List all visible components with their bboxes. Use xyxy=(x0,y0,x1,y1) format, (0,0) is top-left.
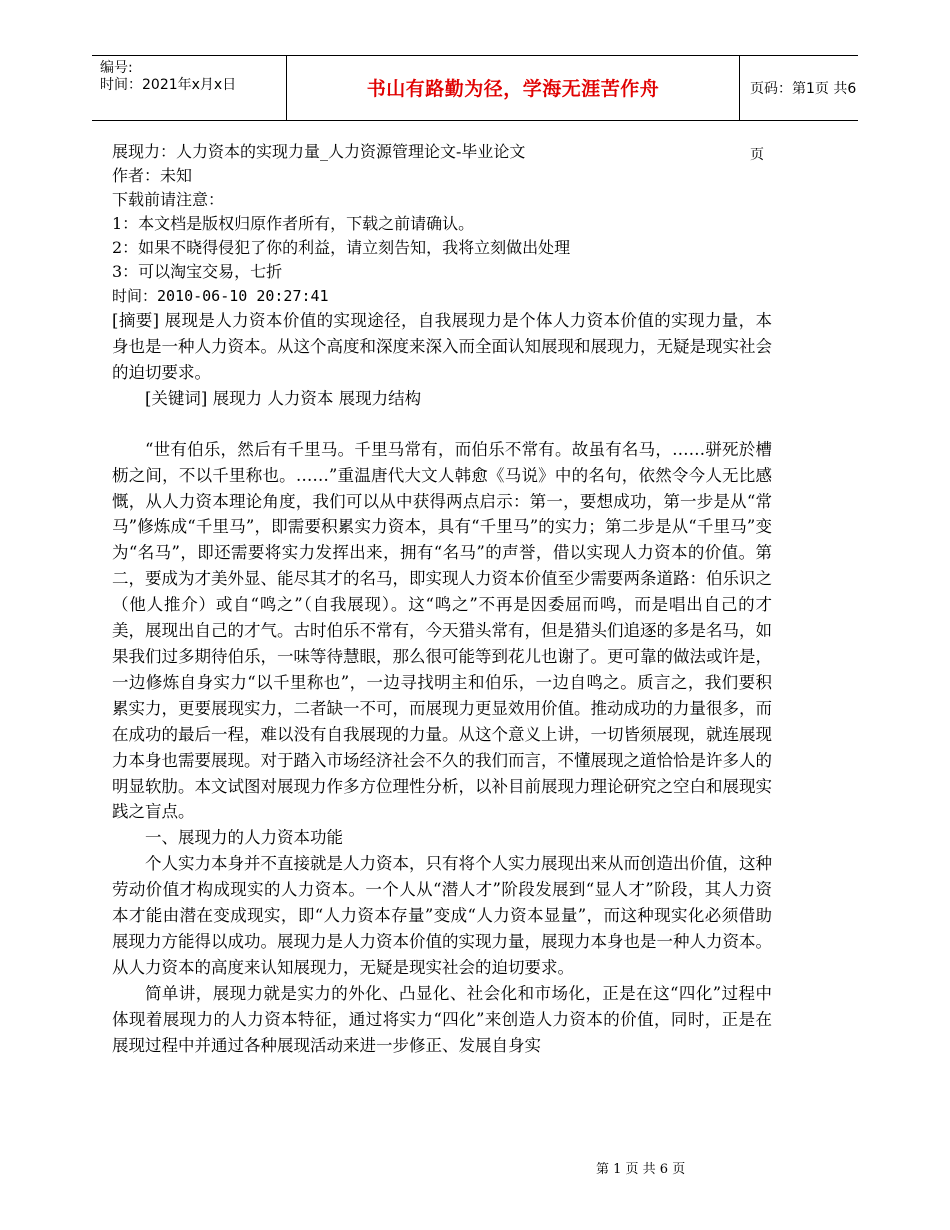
intro-paragraph: “世有伯乐，然后有千里马。千里马常有，而伯乐不常有。故虽有名马，……骈死於槽枥之间，不以千里称也。……”重温唐代大文人韩愈《马说》中的名句，依然令今人无比感慨，从人力资本理论角度，我们可以从中获得两点启示：第一，要想成功，第一步是从“常马”修炼成“千里马”，即需要积累实力资本，具有“千里马”的实力；第二步是从“千里马”变为“名马”，即还需要将实力发挥出来，拥有“名马”的声誉，借以实现人力资本的价值。第二，要成为才美外显、能尽其才的名马，即实现人力资本价值至少需要两条道路：伯乐识之（他人推介）或自“鸣之”（自我展现）。这“鸣之”不再是因委屈而鸣，而是唱出自己的才美，展现出自己的才气。古时伯乐不常有，今天猎头常有，但是猎头们追逐的多是名马，如果我们过多期待伯乐，一味等待慧眼，那么很可能等到花儿也谢了。更可靠的做法或许是，一边修炼自身实力“以千里称也”，一边寻找明主和伯乐，一边自鸣之。质言之，我们要积累实力，更要展现实力，二者缺一不可，而展现力更显效用价值。推动成功的力量很多，而在成功的最后一程，难以没有自我展现的力量。从这个意义上讲，一切皆须展现，就连展现力本身也需要展现。对于踏入市场经济社会不久的我们而言，不懂展现之道恰恰是许多人的明显软肋。本文试图对展现力作多方位理性分析，以补目前展现力理论研究之空白和展现实践之盲点。 xyxy=(112,439,772,822)
abstract: [摘要] 展现是人力资本价值的实现途径，自我展现力是个体人力资本价值的实现力量，本身也是一种人力资本。从这个高度和深度来深入而全面认知展现和展现力，无疑是现实社会的迫切要求。 xyxy=(112,311,772,382)
blank-line xyxy=(112,412,772,437)
motto-text: 书山有路勤为径，学海无涯苦作舟 xyxy=(366,78,660,100)
number-label: 编号: xyxy=(100,60,133,76)
paragraph-2: 简单讲，展现力就是实力的外化、凸显化、社会化和市场化，正是在这“四化”过程中体现着展现力的人力资本特征，通过将实力“四化”来创造人力资本的价值，同时，正是在展现过程中并通过各种展现活动来进一步修正、发展自身实 xyxy=(112,983,772,1055)
paragraph-1: 个人实力本身并不直接就是人力资本，只有将个人实力展现出来从而创造出价值，这种劳动价值才构成现实的人力资本。一个人从“潜人才”阶段发展到“显人才”阶段，其人力资本才能由潜在变成现实，即“人力资本存量”变成“人力资本显量”，而这种现实化必须借助展现力方能得以成功。展现力是人力资本价值的实现力量，展现力本身也是一种人力资本。从人力资本的高度来认知展现力，无疑是现实社会的迫切要求。 xyxy=(112,854,772,977)
header-left-cell xyxy=(92,56,286,120)
document-meta xyxy=(112,140,772,308)
notice-head: 下载前请注意： xyxy=(112,190,225,209)
page-footer: 第 1 页 共 6 页 xyxy=(596,1162,686,1177)
header-motto-cell xyxy=(286,56,740,120)
notice-1: 1：本文档是版权归原作者所有，下载之前请确认。 xyxy=(112,214,475,233)
doc-title: 展现力：人力资本的实现力量_人力资源管理论文-毕业论文 xyxy=(112,142,526,161)
notice-2: 2：如果不晓得侵犯了你的利益，请立刻告知，我将立刻做出处理 xyxy=(112,238,571,257)
time-line: 时间：2021年x月x日 xyxy=(100,77,237,93)
keywords: [关键词] 展现力 人力资本 展现力结构 xyxy=(145,388,422,408)
doc-author: 作者：未知 xyxy=(112,166,193,185)
notice-3: 3：可以淘宝交易，七折 xyxy=(112,262,283,281)
doc-time: 时间：2010-06-10 20:27:41 xyxy=(112,287,329,305)
document-body xyxy=(112,140,772,1058)
section-heading-1: 一、展现力的人力资本功能 xyxy=(145,828,343,848)
header-page-info: 页码：第1页 共6页 xyxy=(750,81,857,163)
